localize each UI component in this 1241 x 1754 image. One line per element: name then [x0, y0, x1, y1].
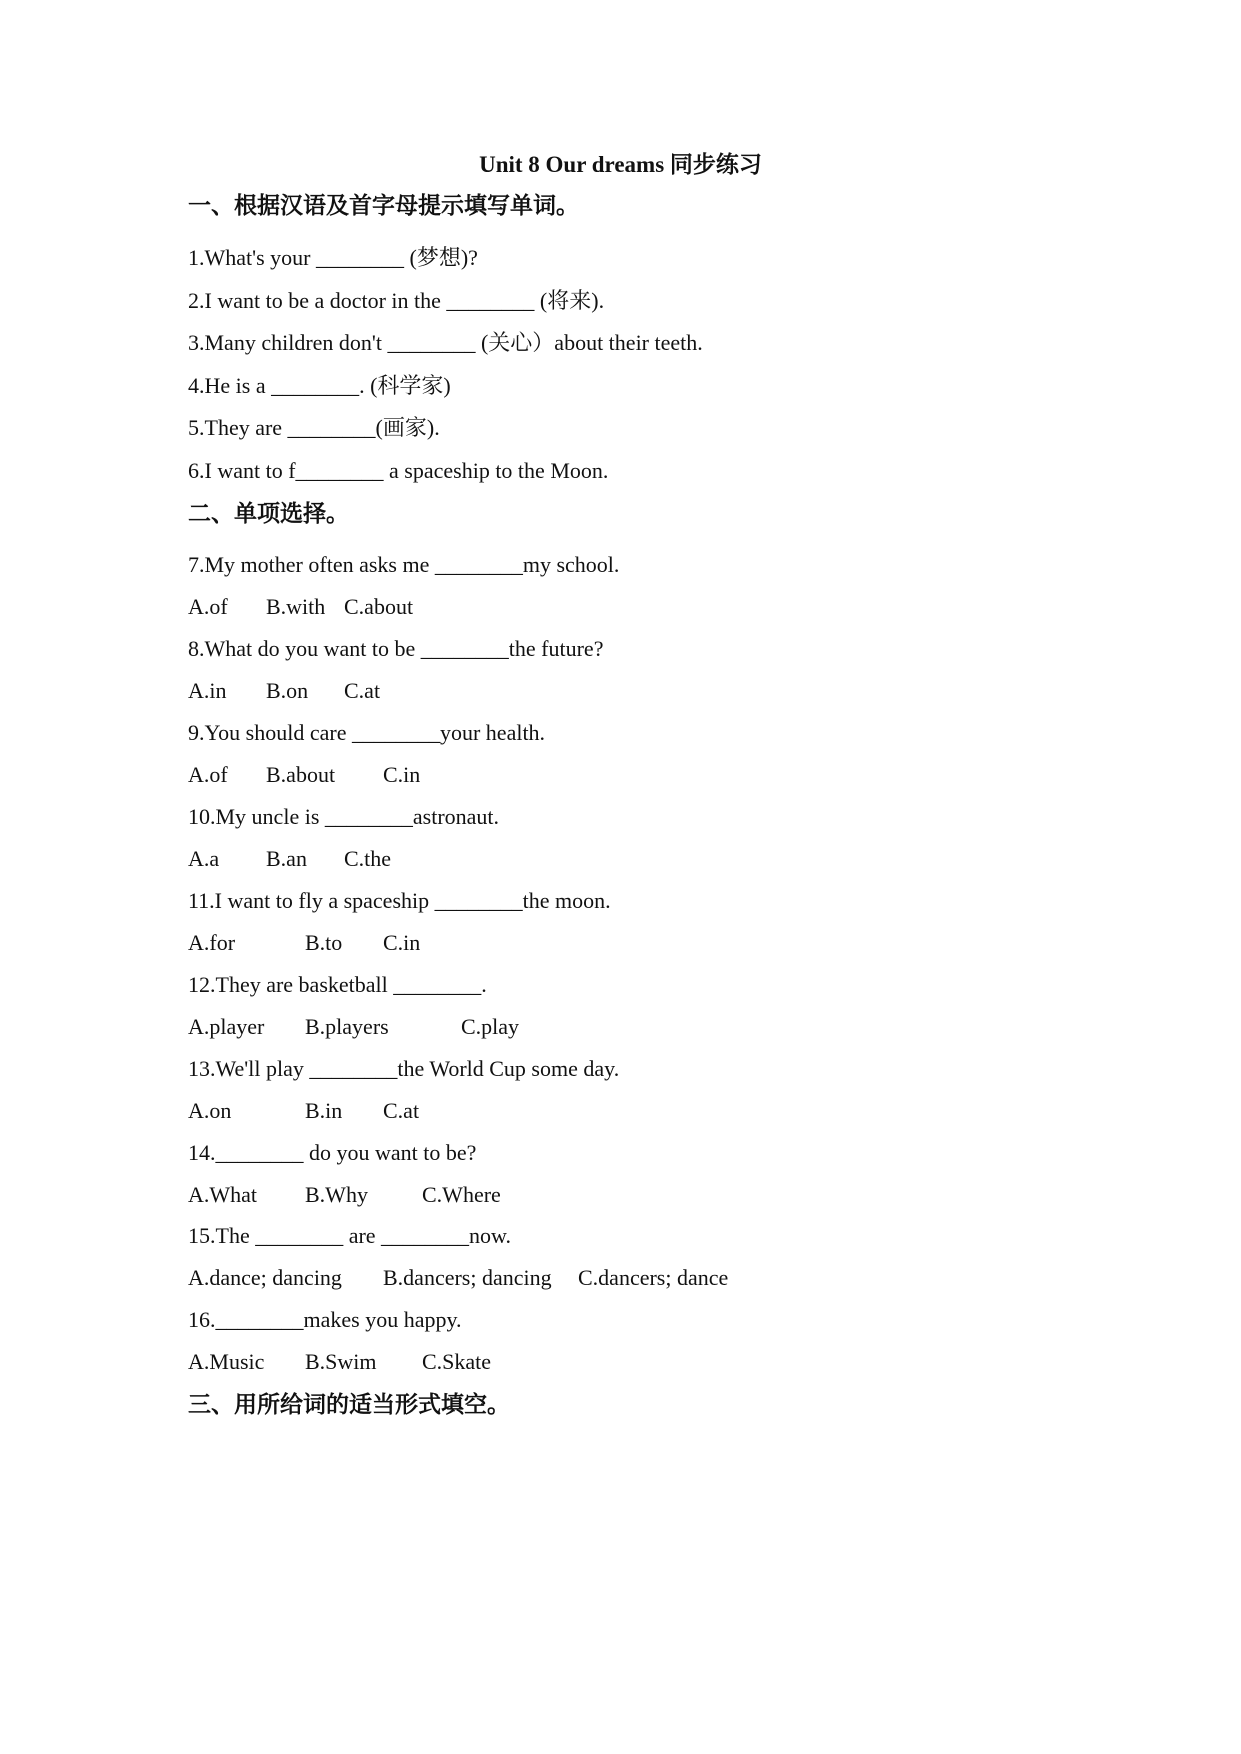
- option-a: A.for: [188, 930, 236, 955]
- option-c: C.about: [344, 594, 414, 619]
- option-b: B.to: [305, 930, 343, 955]
- option-b: B.on: [266, 678, 309, 703]
- question-14: 14.________ do you want to be?: [188, 1140, 477, 1165]
- option-c: C.in: [383, 930, 421, 955]
- option-c: C.in: [383, 762, 421, 787]
- fill-item-6: 6.I want to f________ a spaceship to the Moon.: [188, 458, 609, 483]
- question-10: 10.My uncle is ________astronaut.: [188, 804, 500, 829]
- option-b: B.players: [305, 1014, 389, 1039]
- section-1-heading: 一、根据汉语及首字母提示填写单词。: [188, 193, 579, 218]
- option-b: B.an: [266, 846, 307, 871]
- option-b: B.Swim: [305, 1349, 377, 1374]
- fill-item-3: 3.Many children don't ________ (关心）about their teeth.: [188, 330, 703, 355]
- question-11: 11.I want to fly a spaceship ________the moon.: [188, 888, 611, 913]
- option-b: B.with: [266, 594, 326, 619]
- question-13: 13.We'll play ________the World Cup some day.: [188, 1056, 620, 1081]
- option-a: A.of: [188, 762, 228, 787]
- option-b: B.about: [266, 762, 336, 787]
- fill-item-2: 2.I want to be a doctor in the ________ (将来).: [188, 288, 605, 313]
- option-a: A.a: [188, 846, 220, 871]
- option-a: A.What: [188, 1182, 258, 1207]
- option-c: C.at: [344, 678, 381, 703]
- fill-item-1: 1.What's your ________ (梦想)?: [188, 245, 478, 270]
- option-a: A.of: [188, 594, 228, 619]
- option-c: C.dancers; dance: [578, 1265, 729, 1290]
- question-12: 12.They are basketball ________.: [188, 972, 487, 997]
- section-3-heading: 三、用所给词的适当形式填空。: [188, 1392, 510, 1417]
- option-a: A.Music: [188, 1349, 265, 1374]
- option-a: A.on: [188, 1098, 232, 1123]
- option-a: A.player: [188, 1014, 265, 1039]
- option-c: C.the: [344, 846, 392, 871]
- question-16: 16.________makes you happy.: [188, 1307, 462, 1332]
- option-c: C.at: [383, 1098, 420, 1123]
- option-a: A.dance; dancing: [188, 1265, 342, 1290]
- option-c: C.Where: [422, 1182, 501, 1207]
- section-2-heading: 二、单项选择。: [188, 501, 349, 526]
- page-title: Unit 8 Our dreams 同步练习: [479, 152, 762, 177]
- option-b: B.dancers; dancing: [383, 1265, 552, 1290]
- fill-item-4: 4.He is a ________. (科学家): [188, 373, 451, 398]
- question-8: 8.What do you want to be ________the future?: [188, 636, 604, 661]
- option-b: B.in: [305, 1098, 343, 1123]
- question-9: 9.You should care ________your health.: [188, 720, 546, 745]
- question-7: 7.My mother often asks me ________my school.: [188, 552, 620, 577]
- fill-item-5: 5.They are ________(画家).: [188, 415, 440, 440]
- question-15: 15.The ________ are ________now.: [188, 1223, 512, 1248]
- option-a: A.in: [188, 678, 227, 703]
- option-c: C.Skate: [422, 1349, 492, 1374]
- option-b: B.Why: [305, 1182, 368, 1207]
- option-c: C.play: [461, 1014, 520, 1039]
